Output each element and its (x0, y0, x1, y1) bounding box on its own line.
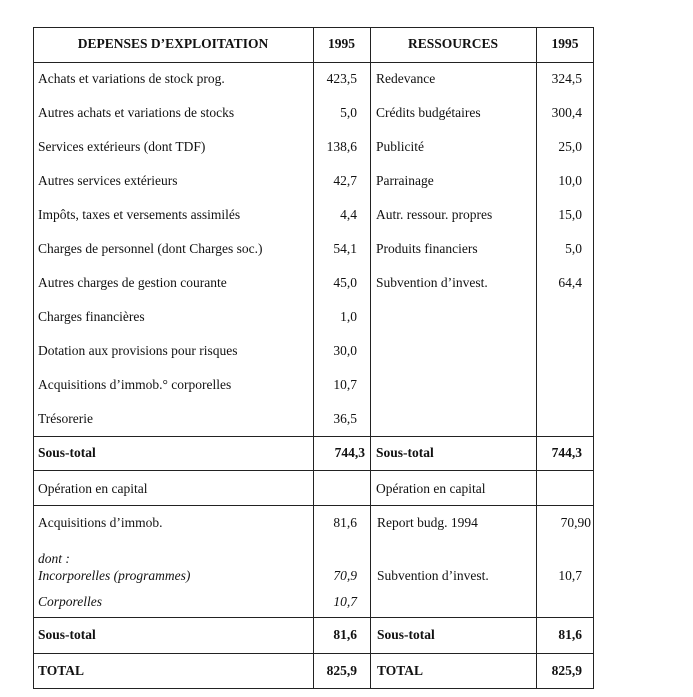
expense-value: 30,0 (333, 343, 357, 358)
row-divider (33, 436, 594, 437)
capital-header: Opération en capital (38, 481, 148, 496)
total-value: 825,9 (551, 663, 582, 678)
total-label: TOTAL (377, 663, 424, 678)
expense-value: 138,6 (326, 139, 357, 154)
expense-label: Acquisitions d’immob.° corporelles (38, 377, 232, 392)
expense-label: Autres charges de gestion courante (38, 275, 227, 290)
capital-sub-value: 70,9 (333, 568, 357, 583)
expense-label: Impôts, taxes et versements assimilés (38, 207, 241, 222)
expense-label: Autres services extérieurs (38, 173, 178, 188)
expense-label: Services extérieurs (dont TDF) (38, 139, 206, 154)
expense-label: Charges de personnel (dont Charges soc.) (38, 241, 263, 256)
expense-label: Dotation aux provisions pour risques (38, 343, 238, 358)
resource-label: Redevance (376, 71, 436, 86)
resource-value: 15,0 (558, 207, 582, 222)
resource-label: Crédits budgétaires (376, 105, 481, 120)
expense-value: 10,7 (333, 377, 357, 392)
capital-resource-value: 10,7 (558, 568, 582, 583)
expense-value: 45,0 (333, 275, 357, 290)
row-divider (33, 62, 594, 63)
row-divider (33, 470, 594, 471)
resource-label: Autr. ressour. propres (376, 207, 493, 222)
column-divider (370, 27, 371, 689)
capital-resource-label: Report budg. 1994 (377, 515, 478, 530)
resource-value: 64,4 (558, 275, 582, 290)
subtotal-value: 744,3 (551, 445, 582, 460)
header-year: 1995 (328, 36, 355, 51)
resource-value: 300,4 (551, 105, 582, 120)
capital-header: Opération en capital (376, 481, 486, 496)
expense-value: 36,5 (333, 411, 357, 426)
subtotal-value: 81,6 (333, 627, 357, 642)
subtotal-value: 744,3 (334, 445, 365, 460)
expense-value: 1,0 (340, 309, 357, 324)
header-expenses: DEPENSES D’EXPLOITATION (77, 36, 269, 51)
column-divider (536, 27, 537, 689)
capital-expense-value: 81,6 (333, 515, 357, 530)
subtotal-label: Sous-total (38, 445, 96, 460)
capital-sub-value: 10,7 (333, 594, 357, 609)
header-year: 1995 (551, 36, 579, 51)
expense-value: 54,1 (333, 241, 357, 256)
row-divider (33, 505, 594, 506)
subtotal-label: Sous-total (38, 627, 96, 642)
expense-value: 423,5 (326, 71, 357, 86)
subtotal-value: 81,6 (558, 627, 582, 642)
capital-sub-label: Corporelles (38, 594, 102, 609)
dont-label: dont : (38, 551, 70, 566)
expense-label: Trésorerie (38, 411, 93, 426)
expense-value: 42,7 (333, 173, 357, 188)
resource-label: Produits financiers (376, 241, 478, 256)
row-divider (33, 617, 594, 618)
expense-label: Achats et variations de stock prog. (38, 71, 225, 86)
capital-resource-value: 70,90 (560, 515, 591, 530)
subtotal-label: Sous-total (377, 627, 435, 642)
total-value: 825,9 (326, 663, 357, 678)
expense-label: Autres achats et variations de stocks (38, 105, 235, 120)
resource-value: 324,5 (551, 71, 582, 86)
row-divider (33, 653, 594, 654)
capital-resource-label: Subvention d’invest. (377, 568, 489, 583)
expense-value: 5,0 (340, 105, 357, 120)
expense-value: 4,4 (340, 207, 357, 222)
resource-value: 10,0 (558, 173, 582, 188)
subtotal-label: Sous-total (376, 445, 434, 460)
resource-label: Subvention d’invest. (376, 275, 488, 290)
resource-value: 5,0 (565, 241, 582, 256)
resource-value: 25,0 (558, 139, 582, 154)
header-resources: RESSOURCES (407, 36, 499, 51)
total-label: TOTAL (38, 663, 85, 678)
resource-label: Publicité (376, 139, 424, 154)
capital-expense-label: Acquisitions d’immob. (38, 515, 163, 530)
expense-label: Charges financières (38, 309, 145, 324)
resource-label: Parrainage (376, 173, 434, 188)
capital-sub-label: Incorporelles (programmes) (38, 568, 191, 583)
